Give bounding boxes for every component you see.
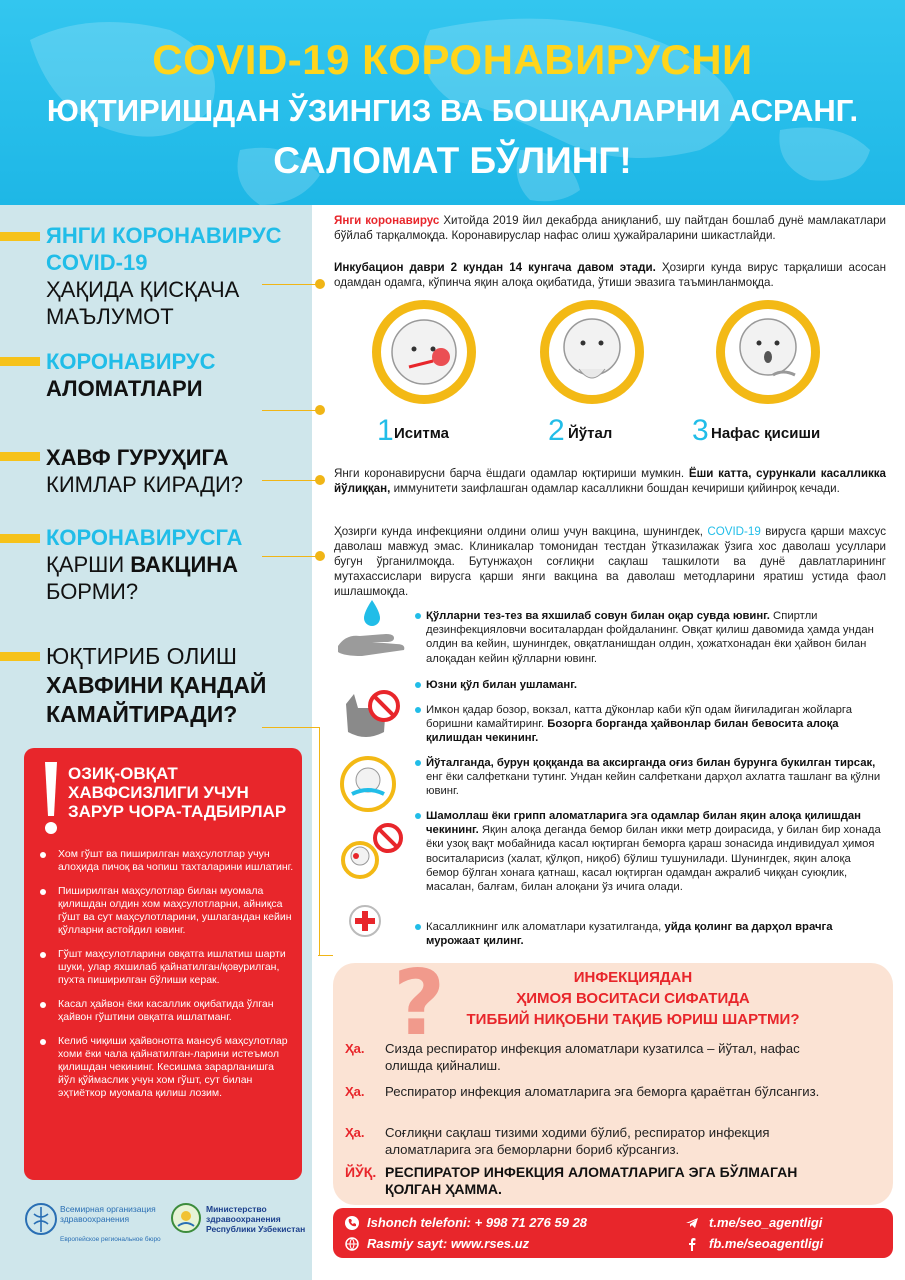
bullet-text: Яқин алоқа деганда бемор билан икки метр доирасида, у билан бир хонада ёки узоқ вақт мобайнида касал юқтирган беморга қараш зонасида индивидуал ҳимоя воситаларисиз (халат, қўлқоп, ниқоб) бўлиш тушунилади. Шунингдек, яқин алоқа бемор бўлган хонага қатнаш, касал юқтирган одамдан ажралиб чиққан суюқлик, масалан, балғам, билан алоқани ўз ичига олади. [426, 824, 881, 894]
website-link[interactable]: Rasmiy sayt: www.rses.uz [367, 1236, 530, 1251]
connector-line [262, 284, 317, 285]
q4-line3: БОРМИ? [46, 579, 139, 604]
q4-line1: КОРОНАВИРУСГА [46, 525, 243, 550]
connector-line [262, 556, 317, 557]
list-item: Келиб чиқиши ҳайвонотга мансуб маҳсулотлар хоми ёки чала қайнатилган-ларини истеъмол қилишдан чекининг. Кесишма зарарланишга йўл қўймаслик учун хом гўшт, сут билан эҳтиёткор муомала қилиш лозим. [34, 1035, 294, 1100]
bullet-text: енг ёки салфеткани тутинг. Ундан кейин салфеткани дарҳол ахлатга ташланг ва қўлни ювинг. [426, 771, 881, 798]
uzbekistan-emblem-icon [170, 1202, 202, 1234]
telegram-link[interactable]: t.me/seo_agentligi [709, 1215, 823, 1230]
prevention-cough-etiquette [426, 756, 884, 799]
who-logo-icon [24, 1202, 58, 1236]
avoid-sick-contact-icon [340, 822, 406, 892]
connector-line [318, 955, 333, 956]
food-safety-list [34, 848, 294, 1111]
list-item: Пиширилган маҳсулотлар билан муомала қилишдан олдин хом маҳсулотларни, айниқса гўшт ва сут маҳсулотларини, ушлагандан кейин қўлларни астойдил ювинг. [34, 885, 294, 937]
ministry-name: Министерство здравоохранения Республики Узбекистан [206, 1204, 306, 1234]
globe-icon [345, 1237, 359, 1251]
prevention-no-face-touch [426, 678, 884, 692]
yellow-marker [0, 232, 40, 241]
question-about-covid [46, 222, 306, 330]
question-reduce-risk [46, 642, 306, 729]
symptom-label: Иситма [394, 425, 449, 442]
food-safety-box [24, 748, 302, 1180]
mask-reason: Соғлиқни сақлаш тизими ходими бўлиб, респиратор инфекция аломатларига эга беморларни бориб кўрсангиз. [385, 1125, 770, 1157]
list-item: Хом гўшт ва пиширилган маҳсулотлар учун алоҳида пичоқ ва чопиш тахталарини ишлатинг. [34, 848, 294, 874]
incubation-paragraph [334, 260, 886, 290]
mask-question-box [333, 951, 893, 1205]
q3-line2: КИМЛАР КИРАДИ? [46, 472, 244, 497]
q5-line2: ХАВФИНИ ҚАНДАЙ [46, 672, 267, 698]
covid-highlight: COVID-19 [707, 525, 761, 538]
q2-line2: АЛОМАТЛАРИ [46, 376, 203, 401]
q4-line2a: ҚАРШИ [46, 552, 131, 577]
contact-bar [333, 1208, 893, 1258]
symptom-number: 3 [692, 414, 709, 447]
question-vaccine [46, 524, 306, 605]
q5-line1: ЮҚТИРИБ ОЛИШ [46, 643, 237, 669]
question-risk-group [46, 444, 306, 498]
bullet-text: Спиртли дезинфекцияловчи воситалардан фойдаланинг. Овқат қилиш давомида ҳамда ундан олдин ва кейин, шунингдек, овқатланишдан олдин, ҳожатхонадан ёки ҳайвон билан алоқадан кейин қўлларни ювинг. [426, 610, 874, 665]
facebook-icon [685, 1237, 699, 1251]
prevention-see-doctor [426, 920, 884, 948]
bullet-bold: Йўталганда, бурун қоққанда ва аксирганда оғиз билан бурунга букилган тирсак, [426, 757, 876, 769]
header-subtitle: ЮҚТИРИШДАН ЎЗИНГИЗ ВА БОШҚАЛАРНИ АСРАНГ. [46, 93, 859, 128]
risk-bold: Ёши катта, сурункали касалликка йўлиққан, [334, 467, 886, 495]
yellow-marker [0, 652, 40, 661]
q5-line3: КАМАЙТИРАДИ? [46, 701, 238, 727]
facebook-link[interactable]: fb.me/seoagentligi [709, 1236, 824, 1251]
logos-area [20, 1198, 310, 1248]
connector-dot [315, 551, 325, 561]
breath-illustration [716, 300, 820, 404]
yellow-marker [0, 534, 40, 543]
no-label: ЙЎҚ. [345, 1164, 377, 1180]
mask-title-line2: ҲИМОЯ ВОСИТАСИ СИФАТИДА [516, 990, 750, 1007]
connector-dot [315, 405, 325, 415]
bullet-bold: Юзни қўл билан ушламанг. [426, 679, 577, 691]
yes-label: Ҳа. [345, 1125, 365, 1140]
connector-dot [315, 475, 325, 485]
vaccine-text: Ҳозирги кунда инфекцияни олдини олиш учун вакцина, шунингдек, [334, 525, 708, 538]
yellow-marker [0, 452, 40, 461]
question-mark-icon: ? [393, 951, 446, 1056]
symptom-number: 1 [377, 414, 394, 447]
header-banner [0, 0, 905, 205]
header-slogan: САЛОМАТ БЎЛИНГ! [273, 140, 632, 181]
food-safety-title: ОЗИҚ-ОВҚАТ ХАВФСИЗЛИГИ УЧУН ЗАРУР ЧОРА-ТАДБИРЛАР [68, 764, 287, 821]
telegram-icon [685, 1216, 699, 1230]
connector-line [262, 410, 317, 411]
intro-paragraph [334, 213, 886, 243]
yes-label: Ҳа. [345, 1084, 365, 1099]
q4-line2b: ВАКЦИНА [130, 552, 239, 577]
q1-line1: ЯНГИ КОРОНАВИРУС [46, 223, 282, 248]
intro-text: Хитойда 2019 йил декабрда аниқланиб, шу пайтдан бошлаб дунё мамлакатлари бўйлаб тарқалмоқда. Коронавируслар нафас олиш ҳужайраларини шикастлайди. [334, 214, 886, 242]
incubation-text: Ҳозирги кунда вирус тарқалиши асосан одамдан одамга, кўпинча яқин алоқа оқибатида, ўтиши эвазига таъминланмоқда. [334, 261, 886, 289]
question-symptoms [46, 348, 306, 402]
bullet-bold: уйда қолинг ва дарҳол врачга мурожаат қилинг. [426, 921, 833, 948]
no-touching-animals-icon [338, 688, 402, 744]
prevention-hand-wash [426, 609, 884, 666]
cough-illustration [540, 300, 644, 404]
hand-wash-icon [336, 598, 408, 660]
connector-dot [315, 279, 325, 289]
mask-title-line1: ИНФЕКЦИЯДАН [573, 969, 693, 986]
sneeze-into-elbow-icon [344, 760, 392, 808]
yellow-marker [0, 357, 40, 366]
mask-title-line3: ТИББИЙ НИҚОБНИ ТАҚИБ ЮРИШ ШАРТМИ? [466, 1011, 800, 1028]
mask-reason-no: РЕСПИРАТОР ИНФЕКЦИЯ АЛОМАТЛАРИГА ЭГА БЎЛМАГАН ҚОЛГАН ҲАММА. [385, 1164, 798, 1197]
risk-text: Янги коронавирусни барча ёшдаги одамлар юқтириши мумкин. [334, 467, 689, 480]
who-subtitle: Европейское региональное бюро [60, 1236, 161, 1243]
bullet-bold: Қўлларни тез-тез ва яхшилаб совун билан оқар сувда ювинг. [426, 610, 770, 622]
q2-line1: КОРОНАВИРУС [46, 349, 216, 374]
symptom-label: Йўтал [568, 425, 613, 442]
sneeze-icon-ring [340, 756, 396, 812]
exclamation-icon [36, 758, 66, 838]
q1-line4: МАЪЛУМОТ [46, 304, 174, 329]
header-title: COVID-19 КОРОНАВИРУСНИ [152, 36, 753, 83]
short-breath-face-icon [725, 309, 811, 395]
phone-icon [345, 1216, 359, 1230]
bullet-text: Касалликнинг илк аломатлари кузатилганда, [426, 921, 665, 933]
bullet-text: Имкон қадар бозор, вокзал, катта дўконлар каби кўп одам йиғиладиган жойларга боришни камайтиринг. [426, 704, 853, 731]
q3-line1: ХАВФ ГУРУҲИГА [46, 445, 229, 470]
who-name: Всемирная организация здравоохранения [60, 1204, 156, 1224]
vaccine-paragraph [334, 524, 886, 599]
list-item: Касал ҳайвон ёки касаллик оқибатида ўлган ҳайвон гўштини овқатга ишлатманг. [34, 998, 294, 1024]
cough-face-icon [549, 309, 635, 395]
bullet-bold: Бозорга борганда ҳайвонлар билан бевосита алоқа қилишдан чекининг. [426, 718, 839, 745]
incubation-bold: Инкубацион даври 2 кундан 14 кунгача давом этади. [334, 261, 656, 274]
list-item: Гўшт маҳсулотларини овқатга ишлатиш шарти шуки, улар яхшилаб қайнатилган/қовурилган, пухта пиширилган бўлиши керак. [34, 948, 294, 987]
symptom-label: Нафас қисиши [711, 425, 821, 442]
bullet-bold: Шамоллаш ёки грипп аломатларига эга одамлар билан яқин алоқа қилишдан чекининг. [426, 810, 861, 837]
vaccine-text-rest: вирусга қарши махсус даволаш мавжуд эмас. Клиникалар томонидан тестдан ўтказилажак ўзига хос даволаш усуллари бугун ўрганилмоқда. Бутунжаҳон соғлиқни сақлаш ташкилоти ва дунё давлатларининг мутахассислари вирусга қарши янги вакцина ва даволаш методларини яратиш устида фаол ишлашмоқда. [334, 525, 886, 598]
fever-illustration [372, 300, 476, 404]
risk-group-paragraph [334, 466, 886, 496]
medical-cross-icon [348, 904, 382, 938]
prevention-avoid-crowds [426, 703, 884, 746]
symptom-number: 2 [548, 414, 565, 447]
q1-line3: ҲАҚИДА ҚИСҚАЧА [46, 277, 240, 302]
prevention-avoid-sick [426, 809, 884, 894]
yes-label: Ҳа. [345, 1041, 365, 1056]
fever-face-icon [381, 309, 467, 395]
highlight-new-coronavirus: Янги коронавирус [334, 214, 440, 227]
mask-reason: Сизда респиратор инфекция аломатлари кузатилса – йўтал, нафас олишда қийналиш. [385, 1041, 800, 1073]
hotline-link[interactable]: Ishonch telefoni: + 998 71 276 59 28 [367, 1215, 588, 1230]
mask-reason: Респиратор инфекция аломатларига эга беморга қараётган бўлсангиз. [385, 1084, 820, 1099]
risk-text-end: иммунитети заифлашган одамлар касалликни бошдан кечириши қийинроқ кечади. [390, 482, 840, 495]
q1-line2: COVID-19 [46, 250, 148, 275]
connector-line [262, 480, 317, 481]
